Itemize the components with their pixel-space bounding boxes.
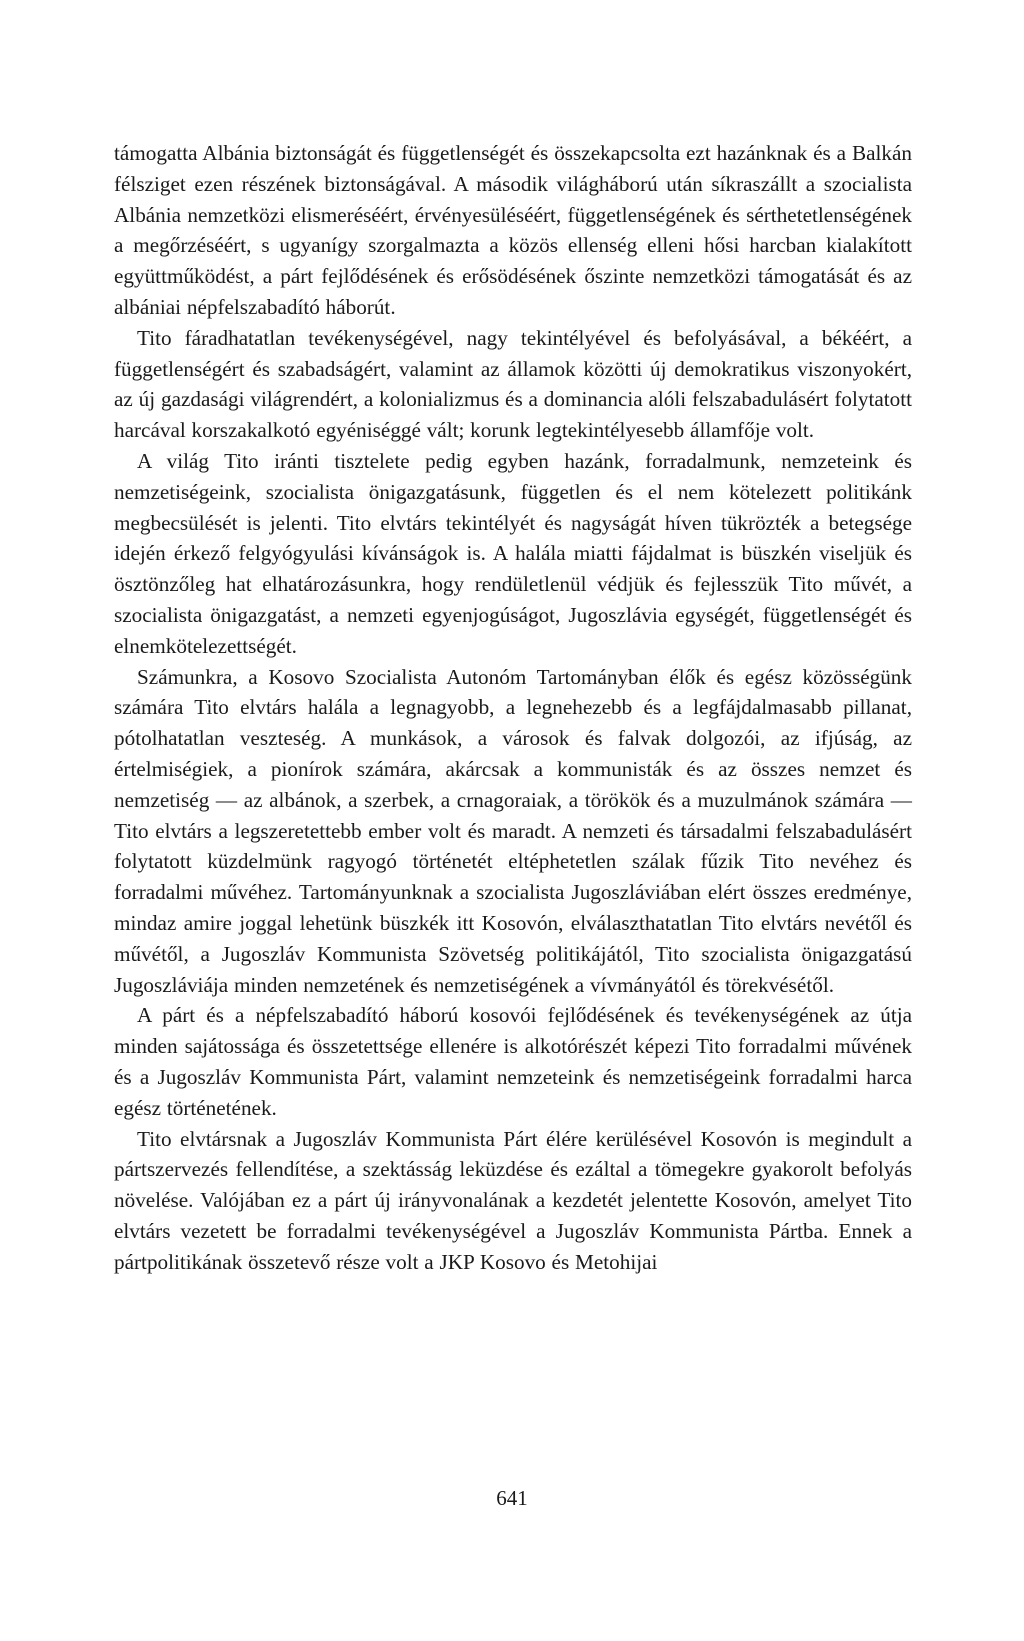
paragraph: Tito fáradhatatlan tevékenységével, nagy tekintélyével és befolyásával, a békéért, a függetlenségért és szabadságért, valamint az államok közötti új demokratikus viszonyokért, az új gazdasági világrendért, a kolonializmus és a dominancia alóli felszabadulásért folytatott harcával korszakalkotó egyéniséggé vált; korunk legtekintélyesebb államfője volt. (114, 325, 912, 443)
page-number: 641 (496, 1486, 528, 1510)
paragraph-continuation: támogatta Albánia biztonságát és függetlenségét és összekapcsolta ezt hazánknak és a Balkán félsziget ezen részének biztonságával. A második világháború után síkraszállt a szocialista Albánia nemzetközi elismeréséért, érvényesüléséért, függetlenségének és sérthetetlenségének a megőrzéséért, s ugyanígy szorgalmazta a közös ellenség elleni hősi harcban kialakított együttműködést, a párt fejlődésének és erősödésének őszinte nemzetközi támogatását és az albániai népfelszabadító háborút. (114, 141, 912, 319)
page-body (114, 138, 912, 1277)
paragraph: A világ Tito iránti tisztelete pedig egyben hazánk, forradalmunk, nemzeteink és nemzetiségeink, szocialista önigazgatásunk, független és el nem kötelezett politikánk megbecsülését is jelenti. Tito elvtárs tekintélyét és nagyságát híven tükrözték a betegsége idején érkező felgyógyulási kívánságok is. A halála miatti fájdalmat is büszkén viseljük és ösztönzőleg hat elhatározásunkra, hogy rendületlenül védjük és fejlesszük Tito művét, a szocialista önigazgatást, a nemzeti egyenjogúságot, Jugoszlávia egységét, függetlenségét és elnemkötelezettségét. (114, 448, 912, 658)
paragraph: A párt és a népfelszabadító háború kosovói fejlődésének és tevékenységének az útja minden sajátossága és összetettsége ellenére is alkotórészét képezi Tito forradalmi művének és a Jugoszláv Kommunista Párt, valamint nemzeteink és nemzetiségeink forradalmi harca egész történetének. (114, 1003, 912, 1120)
paragraph: Tito elvtársnak a Jugoszláv Kommunista Párt élére kerülésével Kosovón is megindult a pártszervezés fellendítése, a szektásság leküzdése és ezáltal a tömegekre gyakorolt befolyás növelése. Valójában ez a párt új irányvonalának a kezdetét jelentette Kosovón, amelyet Tito elvtárs vezetett be forradalmi tevékenységével a Jugoszláv Kommunista Pártba. Ennek a pártpolitikának összetevő része volt a JKP Kosovo és Metohijai (114, 1126, 912, 1274)
paragraph: Számunkra, a Kosovo Szocialista Autonóm Tartományban élők és egész közösségünk számára Tito elvtárs halála a legnagyobb, a legnehezebb és a legfájdalmasabb pillanat, pótolhatatlan veszteség. A munkások, a városok és falvak dolgozói, az ifjúság, az értelmiségiek, a pionírok számára, akárcsak a kommunisták és az összes nemzet és nemzetiség — az albánok, a szerbek, a crnagoraiak, a törökök és a muzulmánok számára — Tito elvtárs a legszeretettebb ember volt és maradt. A nemzeti és társadalmi felszabadulásért folytatott küzdelmünk ragyogó történetét eltéphetetlen szálak fűzik Tito nevéhez és forradalmi művéhez. Tartományunknak a szocialista Jugoszláviában elért összes eredménye, mindaz amire joggal lehetünk büszkék itt Kosovón, elválaszthatatlan Tito elvtárs nevétől és művétől, a Jugoszláv Kommunista Szövetség politikájától, Tito szocialista önigazgatású Jugoszláviája minden nemzetének és nemzetiségének a vívmányától és törekvésétől. (114, 664, 912, 997)
